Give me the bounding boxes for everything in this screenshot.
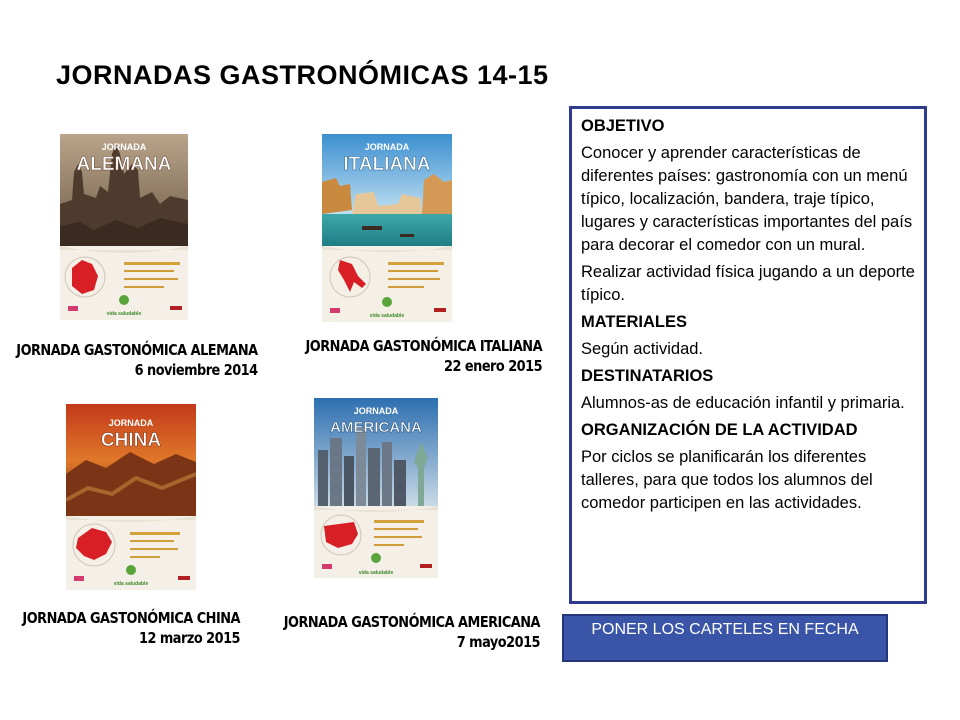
destinatarios-text: Alumnos-as de educación infantil y primaria. — [581, 394, 905, 412]
caption-title: JORNADA GASTONÓMICA ITALIANA — [305, 337, 542, 355]
vida-saludable-logo — [119, 295, 129, 305]
caption-title: JORNADA GASTONÓMICA CHINA — [22, 609, 240, 627]
poster-italiana — [322, 134, 452, 322]
caption-date: 12 marzo 2015 — [138, 629, 240, 647]
objetivo-heading: OBJETIVO — [581, 117, 665, 135]
poster-country: ALEMANA — [76, 154, 172, 175]
poster-country: AMERICANA — [330, 419, 422, 436]
poster-country: ITALIANA — [343, 154, 431, 175]
objetivo-text-2: Realizar actividad física jugando a un deporte típico. — [581, 263, 915, 304]
poner-carteles-button[interactable]: PONER LOS CARTELES EN FECHA — [562, 614, 888, 662]
objetivo-text: Conocer y aprender características de diferentes países: gastronomía con un menú típico, localización, bandera, traje típico, lugares y características importantes del país para decorar el comedor con un mural. — [581, 144, 913, 254]
poster-americana — [314, 398, 438, 578]
poster-brand: vida saludable — [113, 581, 149, 587]
activity-info-box — [569, 106, 927, 604]
materiales-heading: MATERIALES — [581, 313, 688, 331]
caption-americana — [284, 612, 540, 652]
caption-title: JORNADA GASTONÓMICA AMERICANA — [283, 613, 540, 631]
caption-china — [22, 608, 240, 648]
poster-heading: JORNADA — [353, 406, 399, 416]
page-title: JORNADAS GASTRONÓMICAS 14-15 — [56, 60, 549, 90]
poster-brand: vida saludable — [369, 313, 405, 319]
organizacion-text: Por ciclos se planificarán los diferentes talleres, para que todos los alumnos del comedor participen en las actividades. — [581, 448, 873, 512]
poster-china — [66, 404, 196, 590]
vida-saludable-logo — [382, 297, 392, 307]
poster-heading: JORNADA — [101, 142, 147, 152]
vida-saludable-logo — [371, 553, 381, 563]
poster-heading: JORNADA — [108, 418, 154, 428]
destinatarios-heading: DESTINATARIOS — [581, 367, 714, 385]
materiales-text: Según actividad. — [581, 340, 704, 358]
poster-alemana — [60, 134, 188, 320]
caption-italiana — [305, 336, 542, 376]
caption-date: 22 enero 2015 — [443, 357, 542, 375]
poster-country: CHINA — [100, 430, 162, 451]
organizacion-heading: ORGANIZACIÓN DE LA ACTIVIDAD — [581, 421, 858, 439]
poster-brand: vida saludable — [106, 311, 142, 317]
caption-date: 7 mayo2015 — [456, 633, 540, 651]
vida-saludable-logo — [126, 565, 136, 575]
caption-title: JORNADA GASTONÓMICA ALEMANA — [16, 341, 258, 359]
caption-alemana — [17, 340, 258, 380]
caption-date: 6 noviembre 2014 — [134, 361, 258, 379]
poster-brand: vida saludable — [358, 570, 394, 576]
poster-heading: JORNADA — [364, 142, 410, 152]
